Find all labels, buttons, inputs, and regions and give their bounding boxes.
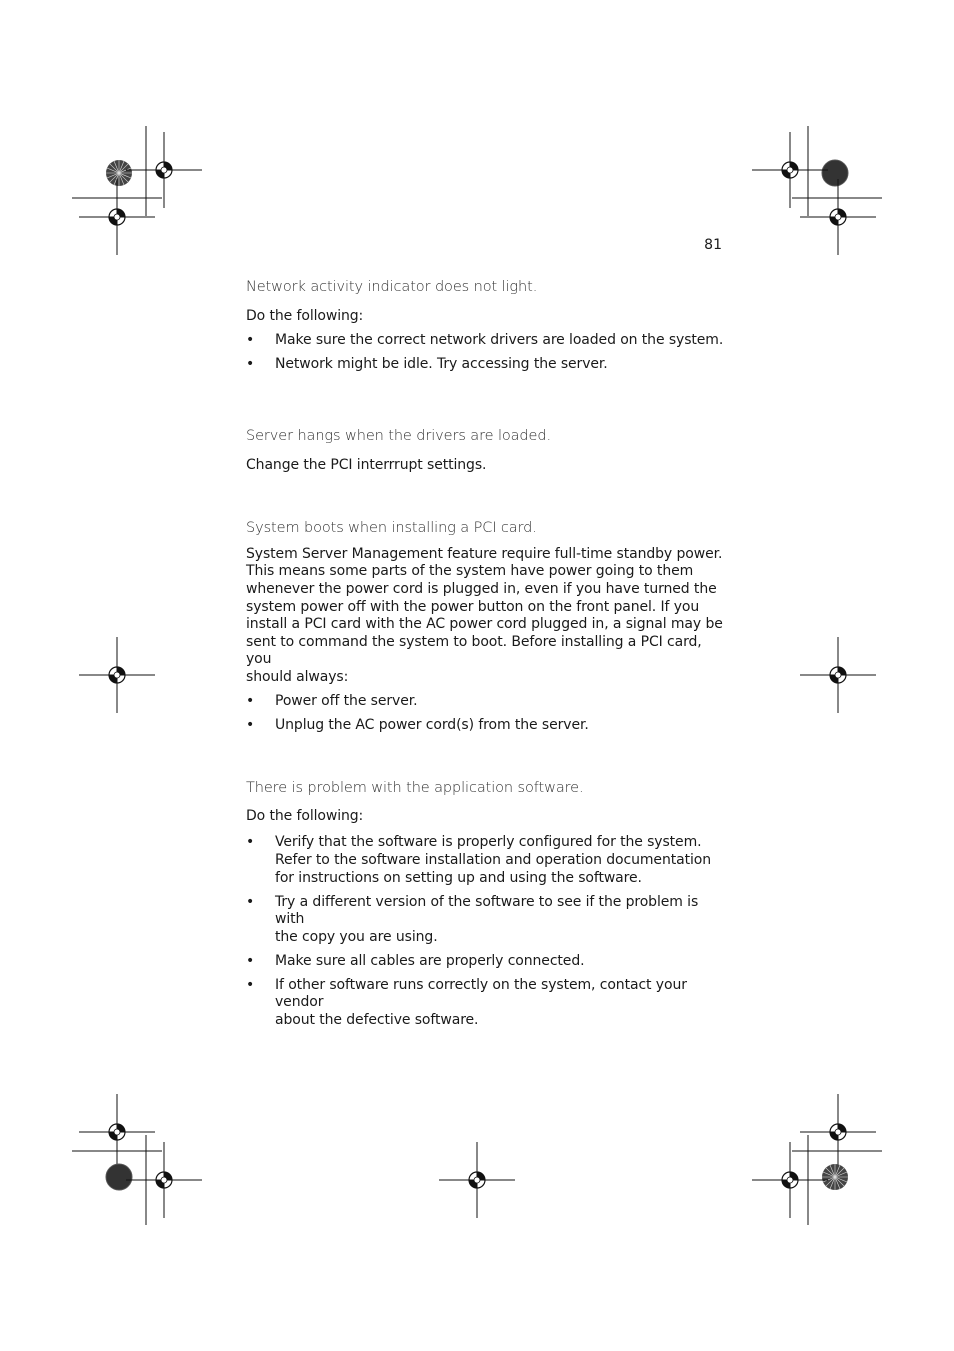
list-item: • If other software runs correctly on the system, contact your vendor about the defective software. [246, 976, 687, 1028]
page-number: 81 [704, 237, 722, 253]
list-item: • Make sure the correct network drivers are loaded on the system. [246, 331, 724, 348]
problem-heading: System boots when installing a PCI card. [246, 519, 537, 536]
section-network-indicator [246, 279, 726, 373]
problem-heading: Server hangs when the drivers are loaded. [246, 428, 551, 445]
solution-list [246, 834, 726, 1029]
section-pci-boot [246, 520, 726, 735]
solution-paragraph: System Server Management feature require full-time standby power. This means some parts of the system have power going to them whenever the power cord is plugged in, even if you have turned the system power off with the power button on the front panel. If you install a PCI card with the AC power cord plugged in, a signal may be sent to command the system to boot. Before installing a PCI card, you should always: [246, 545, 723, 685]
solution-intro: Do the following: [246, 808, 364, 825]
list-item: • Network might be idle. Try accessing the server. [246, 355, 608, 372]
list-item: • Try a different version of the software to see if the problem is with the copy you are using. [246, 893, 699, 945]
section-server-hangs [246, 428, 726, 475]
list-item: • Power off the server. [246, 692, 418, 709]
solution-intro: Do the following: [246, 308, 364, 324]
solution-list [246, 332, 726, 374]
list-item: • Verify that the software is properly configured for the system. Refer to the software installation and operation documentation for instructions on setting up and using the software. [246, 834, 712, 886]
solution-list [246, 693, 726, 735]
list-item: • Unplug the AC power cord(s) from the server. [246, 716, 589, 733]
list-item: • Make sure all cables are properly connected. [246, 952, 585, 969]
section-application-software [246, 780, 726, 1029]
problem-heading: There is problem with the application software. [246, 780, 584, 797]
problem-heading: Network activity indicator does not light. [246, 279, 538, 295]
solution-intro: Change the PCI interrrupt settings. [246, 457, 487, 474]
troubleshooting-content [246, 279, 726, 1030]
